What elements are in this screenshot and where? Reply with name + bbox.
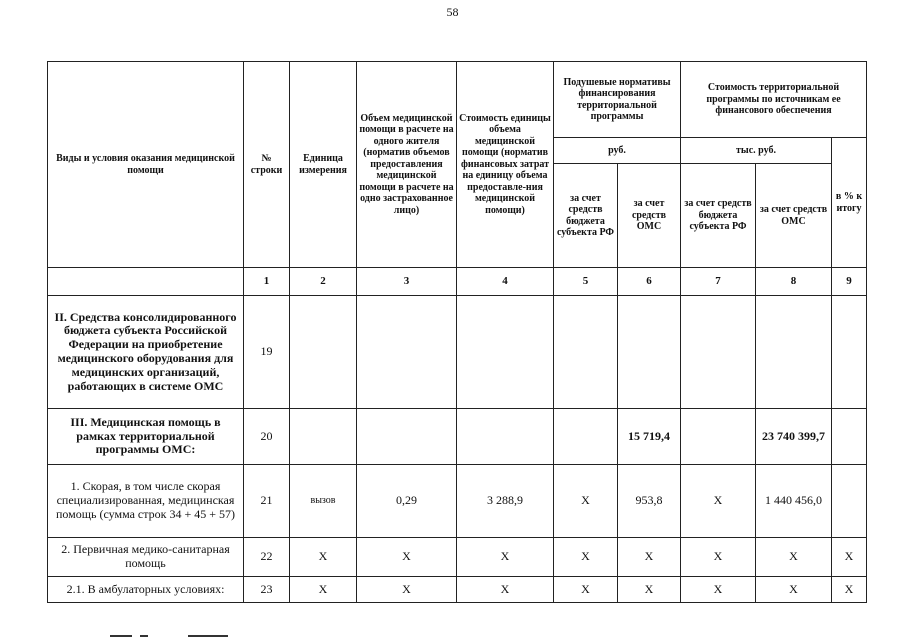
- row-label: 2. Первичная медико-санитарная помощь: [48, 538, 244, 577]
- header-row-number: № строки: [244, 62, 290, 268]
- column-number-blank: [48, 268, 244, 296]
- row-col6: 15 719,4: [618, 409, 681, 465]
- financing-table: [47, 61, 867, 603]
- row-label: 1. Скорая, в том числе скорая специализированная, медицинская помощь (сумма строк 34 + 45 + 57): [48, 465, 244, 538]
- header-budget-rf-thous: за счет средств бюджета субъекта РФ: [681, 164, 756, 268]
- column-number-row: [48, 268, 867, 296]
- row-col9: [832, 409, 867, 465]
- row-col7: X: [681, 538, 756, 577]
- scan-artifact-marks: [110, 632, 240, 640]
- row-number: 21: [244, 465, 290, 538]
- row-unit: X: [290, 577, 357, 603]
- row-col9: X: [832, 538, 867, 577]
- row-unit-cost: [457, 296, 554, 409]
- header-pct-total: в % к итогу: [832, 138, 867, 268]
- row-col7: X: [681, 465, 756, 538]
- row-unit-cost: X: [457, 538, 554, 577]
- page-number: 58: [446, 5, 459, 19]
- row-col5: [554, 296, 618, 409]
- row-col7: [681, 409, 756, 465]
- row-label: II. Средства консолидированного бюджета субъекта Российской Федерации на приобретение медицинского оборудования для медицинских организаций, работающих в системе ОМС: [48, 296, 244, 409]
- row-unit: [290, 296, 357, 409]
- row-number: 23: [244, 577, 290, 603]
- row-volume: [357, 409, 457, 465]
- row-number: 22: [244, 538, 290, 577]
- row-col5: X: [554, 577, 618, 603]
- row-volume: X: [357, 577, 457, 603]
- row-unit: [290, 409, 357, 465]
- row-volume: X: [357, 538, 457, 577]
- column-number: 1: [244, 268, 290, 296]
- column-number: 2: [290, 268, 357, 296]
- table-row: [48, 465, 867, 538]
- row-col9: [832, 296, 867, 409]
- row-col8: 23 740 399,7: [756, 409, 832, 465]
- row-label: 2.1. В амбулаторных условиях:: [48, 577, 244, 603]
- row-col6: 953,8: [618, 465, 681, 538]
- row-col8: X: [756, 577, 832, 603]
- table-row: [48, 538, 867, 577]
- row-number: 20: [244, 409, 290, 465]
- column-number: 5: [554, 268, 618, 296]
- header-thous-rub: тыс. руб.: [681, 138, 832, 164]
- row-volume: 0,29: [357, 465, 457, 538]
- row-col7: X: [681, 577, 756, 603]
- row-volume: [357, 296, 457, 409]
- row-col5: [554, 409, 618, 465]
- row-col5: X: [554, 465, 618, 538]
- header-program-cost: Стоимость территориальной программы по источникам ее финансового обеспечения: [681, 62, 867, 138]
- column-number: 9: [832, 268, 867, 296]
- header-budget-rf: за счет средств бюджета субъекта РФ: [554, 164, 618, 268]
- row-unit-cost: 3 288,9: [457, 465, 554, 538]
- row-unit: вызов: [290, 465, 357, 538]
- row-col8: X: [756, 538, 832, 577]
- row-unit: X: [290, 538, 357, 577]
- column-number: 7: [681, 268, 756, 296]
- header-per-capita: Подушевые нормативы финансирования территориальной программы: [554, 62, 681, 138]
- header-oms: за счет средств ОМС: [618, 164, 681, 268]
- table-row: [48, 409, 867, 465]
- column-number: 6: [618, 268, 681, 296]
- row-col7: [681, 296, 756, 409]
- row-label: III. Медицинская помощь в рамках территориальной программы ОМС:: [48, 409, 244, 465]
- header-rub: руб.: [554, 138, 681, 164]
- row-col9: X: [832, 577, 867, 603]
- row-col6: X: [618, 538, 681, 577]
- row-unit-cost: X: [457, 577, 554, 603]
- row-number: 19: [244, 296, 290, 409]
- row-unit-cost: [457, 409, 554, 465]
- row-col5: X: [554, 538, 618, 577]
- column-number: 4: [457, 268, 554, 296]
- column-number: 8: [756, 268, 832, 296]
- header-unit-cost: Стоимость единицы объема медицинской помощи (норматив финансовых затрат на единицу объема предоставле-ния медицинской помощи): [457, 62, 554, 268]
- header-oms-thous: за счет средств ОМС: [756, 164, 832, 268]
- row-col6: X: [618, 577, 681, 603]
- table-row: [48, 577, 867, 603]
- row-col8: 1 440 456,0: [756, 465, 832, 538]
- column-number: 3: [357, 268, 457, 296]
- table-row: [48, 296, 867, 409]
- row-col6: [618, 296, 681, 409]
- header-types: Виды и условия оказания медицинской помощи: [48, 62, 244, 268]
- row-col8: [756, 296, 832, 409]
- header-volume: Объем медицинской помощи в расчете на одного жителя (норматив объемов предоставления медицинской помощи в расчете на одно застрахованное лицо): [357, 62, 457, 268]
- header-unit: Единица измерения: [290, 62, 357, 268]
- row-col9: [832, 465, 867, 538]
